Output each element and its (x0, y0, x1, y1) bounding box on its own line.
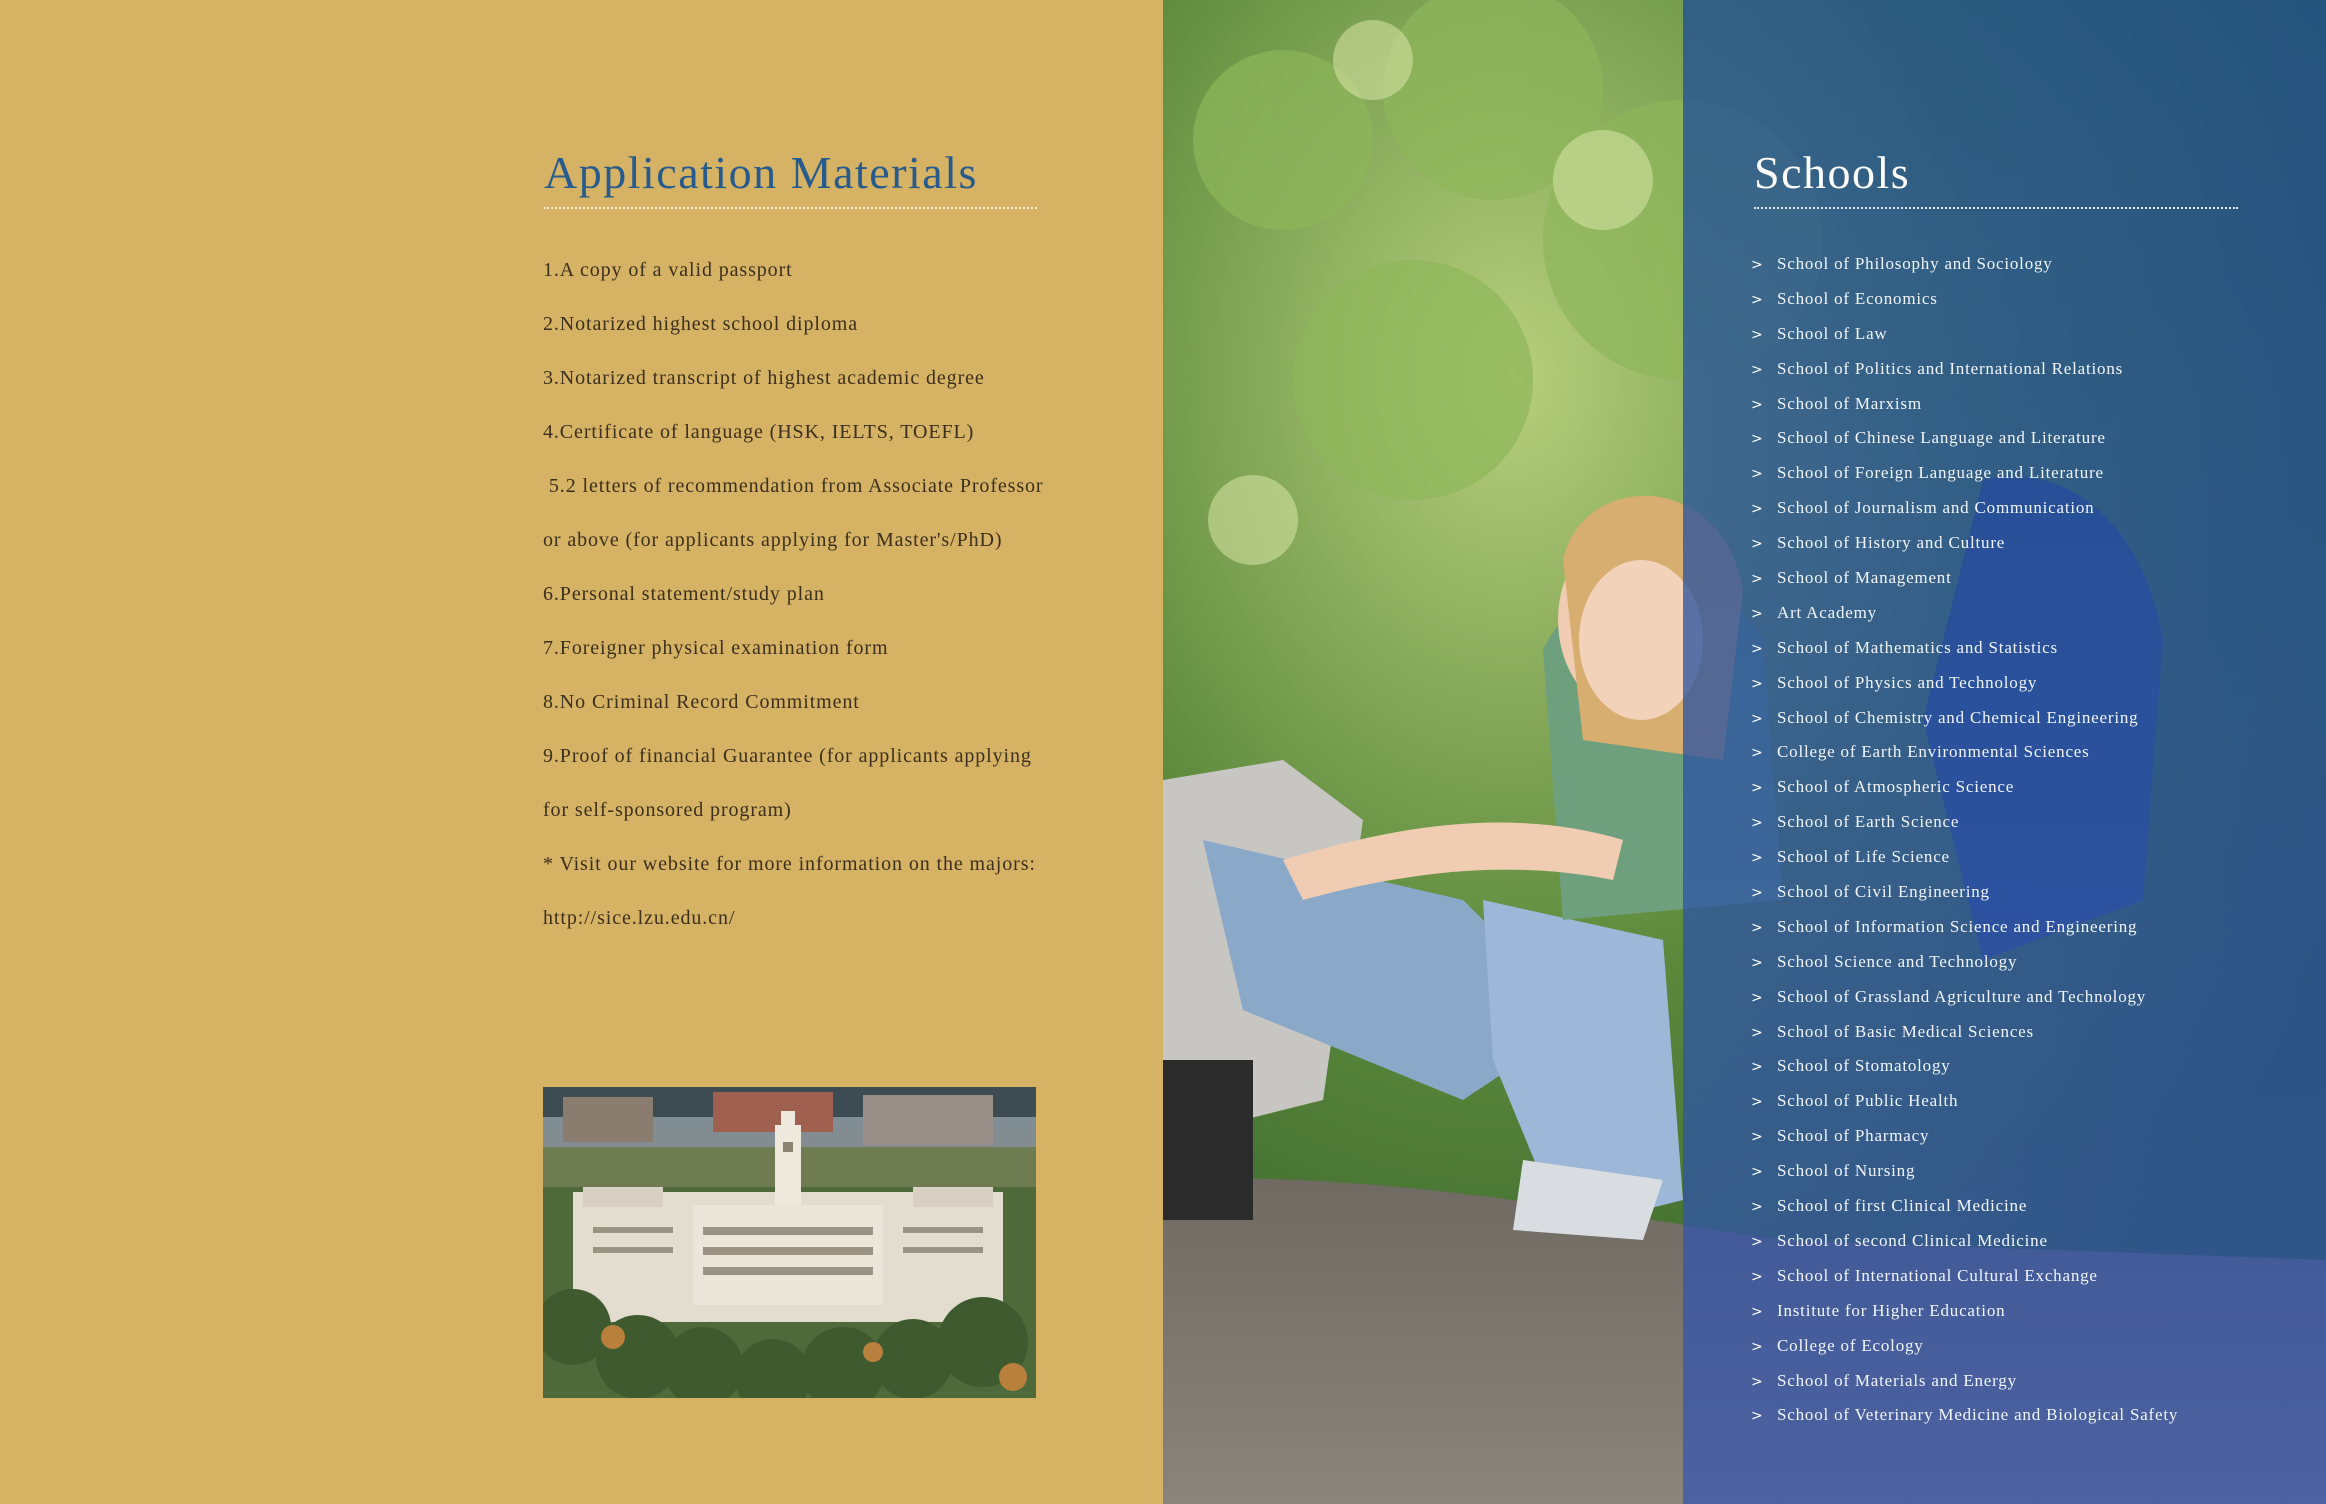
school-item (1751, 701, 2311, 736)
material-item: 6.Personal statement/study plan (543, 583, 825, 605)
school-name: School of Mathematics and Statistics (1777, 637, 2058, 657)
school-name: School of Stomatology (1777, 1056, 1951, 1076)
school-name: School of Foreign Language and Literature (1777, 463, 2104, 483)
chevron-right-icon: > (1751, 571, 1764, 588)
chevron-right-icon: > (1751, 291, 1764, 308)
school-item (1751, 1329, 2311, 1364)
material-item: 8.No Criminal Record Commitment (543, 691, 860, 713)
school-item (1751, 1015, 2311, 1050)
material-item: or above (for applicants applying for Master's/PhD) (543, 529, 1003, 551)
school-name: School of International Cultural Exchange (1777, 1265, 2098, 1285)
school-item (1751, 1364, 2311, 1399)
material-item: 7.Foreigner physical examination form (543, 637, 889, 659)
school-item (1751, 840, 2311, 875)
school-item (1751, 666, 2311, 701)
school-item (1751, 456, 2311, 491)
material-item: 3.Notarized transcript of highest academic degree (543, 367, 985, 389)
school-name: School of Philosophy and Sociology (1777, 254, 2053, 273)
school-item (1751, 770, 2311, 805)
school-item (1751, 491, 2311, 526)
chevron-right-icon: > (1751, 710, 1764, 727)
chevron-right-icon: > (1751, 1408, 1764, 1425)
school-name: School of first Clinical Medicine (1777, 1196, 2028, 1216)
school-item (1751, 1049, 2311, 1084)
chevron-right-icon: > (1751, 675, 1764, 692)
school-item (1751, 910, 2311, 945)
school-item (1751, 247, 2311, 282)
chevron-right-icon: > (1751, 1059, 1764, 1076)
chevron-right-icon: > (1751, 989, 1764, 1006)
school-name: School of Nursing (1777, 1161, 1916, 1181)
school-item (1751, 1294, 2311, 1329)
school-name: School of Pharmacy (1777, 1126, 1930, 1146)
chevron-right-icon: > (1751, 1094, 1764, 1111)
materials-list (543, 243, 1053, 945)
school-name: School Science and Technology (1777, 951, 2018, 971)
campus-building-photo (543, 1087, 1036, 1398)
school-name: School of Atmospheric Science (1777, 777, 2015, 797)
chevron-right-icon: > (1751, 1338, 1764, 1355)
school-item (1751, 1398, 2311, 1433)
chevron-right-icon: > (1751, 954, 1764, 971)
school-name: School of Information Science and Engineering (1777, 916, 2138, 936)
school-name: School of Economics (1777, 288, 1938, 308)
school-name: School of Civil Engineering (1777, 882, 1990, 902)
school-name: School of Marxism (1777, 393, 1922, 413)
chevron-right-icon: > (1751, 1024, 1764, 1041)
application-materials-title: Application Materials (544, 147, 978, 198)
chevron-right-icon: > (1751, 780, 1764, 797)
school-item (1751, 735, 2311, 770)
school-name: School of Life Science (1777, 847, 1950, 867)
school-name: School of Politics and International Relations (1777, 358, 2124, 378)
chevron-right-icon: > (1751, 815, 1764, 832)
schools-title: Schools (1754, 147, 1911, 198)
school-item (1751, 1224, 2311, 1259)
material-item: 4.Certificate of language (HSK, IELTS, TOEFL) (543, 421, 975, 443)
school-item (1751, 1259, 2311, 1294)
website-link[interactable]: http://sice.lzu.edu.cn/ (543, 907, 736, 929)
material-item: for self-sponsored program) (543, 799, 792, 821)
school-name: School of History and Culture (1777, 533, 2006, 553)
chevron-right-icon: > (1751, 850, 1764, 867)
chevron-right-icon: > (1751, 1373, 1764, 1390)
chevron-right-icon: > (1751, 1199, 1764, 1216)
school-name: School of Basic Medical Sciences (1777, 1021, 2034, 1041)
website-note: * Visit our website for more information on the majors: (543, 853, 1036, 875)
school-item (1751, 875, 2311, 910)
chevron-right-icon: > (1751, 885, 1764, 902)
chevron-right-icon: > (1751, 396, 1764, 413)
chevron-right-icon: > (1751, 640, 1764, 657)
chevron-right-icon: > (1751, 1303, 1764, 1320)
chevron-right-icon: > (1751, 1233, 1764, 1250)
schools-list (1751, 247, 2311, 1433)
school-name: School of second Clinical Medicine (1777, 1230, 2048, 1250)
schools-divider (1754, 207, 2238, 209)
school-item (1751, 1084, 2311, 1119)
school-item (1751, 317, 2311, 352)
school-name: School of Management (1777, 568, 1952, 588)
school-item (1751, 1189, 2311, 1224)
school-name: College of Ecology (1777, 1335, 1924, 1355)
school-item (1751, 805, 2311, 840)
chevron-right-icon: > (1751, 1129, 1764, 1146)
chevron-right-icon: > (1751, 501, 1764, 518)
school-name: School of Materials and Energy (1777, 1370, 2017, 1390)
school-item (1751, 980, 2311, 1015)
chevron-right-icon: > (1751, 1164, 1764, 1181)
school-name: Institute for Higher Education (1777, 1300, 2006, 1320)
chevron-right-icon: > (1751, 536, 1764, 553)
chevron-right-icon: > (1751, 431, 1764, 448)
school-item (1751, 1154, 2311, 1189)
school-item (1751, 945, 2311, 980)
school-item (1751, 282, 2311, 317)
material-item: 5.2 letters of recommendation from Associate Professor (543, 475, 1044, 497)
material-item: 2.Notarized highest school diploma (543, 313, 858, 335)
school-name: College of Earth Environmental Sciences (1777, 742, 2090, 762)
material-item: 9.Proof of financial Guarantee (for applicants applying (543, 745, 1032, 767)
school-name: School of Veterinary Medicine and Biological Safety (1777, 1405, 2179, 1425)
school-item (1751, 1119, 2311, 1154)
school-item (1751, 352, 2311, 387)
chevron-right-icon: > (1751, 919, 1764, 936)
school-name: School of Physics and Technology (1777, 672, 2038, 692)
chevron-right-icon: > (1751, 1268, 1764, 1285)
school-name: School of Grassland Agriculture and Technology (1777, 986, 2147, 1006)
school-item (1751, 561, 2311, 596)
school-name: Art Academy (1777, 602, 1877, 622)
school-name: School of Chinese Language and Literature (1777, 428, 2106, 448)
school-item (1751, 631, 2311, 666)
school-item (1751, 596, 2311, 631)
school-name: School of Law (1777, 323, 1888, 343)
school-name: School of Journalism and Communication (1777, 498, 2095, 518)
school-name: School of Earth Science (1777, 812, 1960, 832)
school-name: School of Chemistry and Chemical Engineering (1777, 707, 2139, 727)
title-divider (544, 207, 1037, 209)
school-name: School of Public Health (1777, 1091, 1959, 1111)
chevron-right-icon: > (1751, 361, 1764, 378)
school-item (1751, 526, 2311, 561)
school-item (1751, 421, 2311, 456)
chevron-right-icon: > (1751, 466, 1764, 483)
chevron-right-icon: > (1751, 326, 1764, 343)
chevron-right-icon: > (1751, 605, 1764, 622)
chevron-right-icon: > (1751, 745, 1764, 762)
school-item (1751, 387, 2311, 422)
chevron-right-icon: > (1751, 257, 1764, 273)
material-item: 1.A copy of a valid passport (543, 259, 793, 281)
